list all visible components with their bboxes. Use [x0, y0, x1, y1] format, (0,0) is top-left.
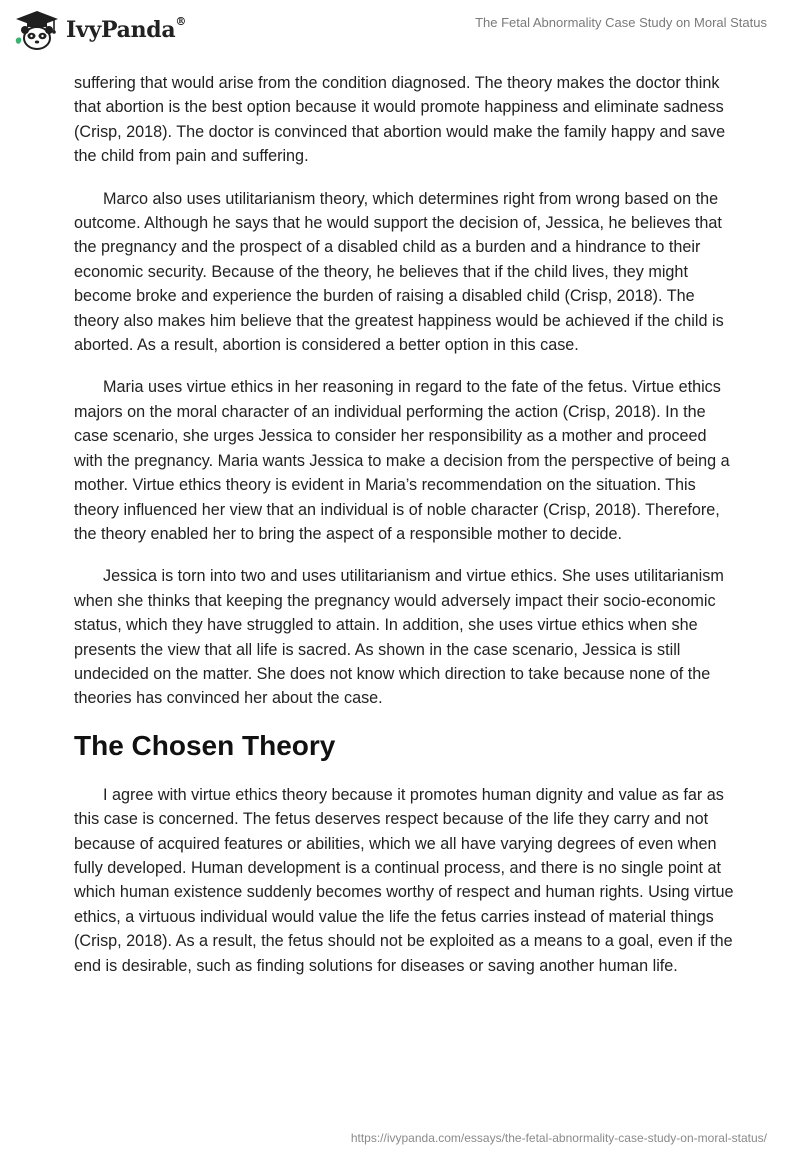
brand-name: IvyPanda® [66, 15, 187, 43]
section-heading: The Chosen Theory [74, 729, 336, 761]
paragraph: I agree with virtue ethics theory because it promotes human dignity and value as far as this case is concerned. The fetus deserves respect because of the life they carry and not because of acquired features or abilities, which we all have varying degrees of even when fully developed. Human development is a continual process, and there is no single point at which human existence suddenly becomes worthy of respect and human rights. Using virtue ethics, a virtuous individual would value the life the fetus carries instead of material things (Crisp, 2018). As a result, the fetus should not be exploited as a means to a goal, even if the end is desirable, such as finding solutions for diseases or saving another human life. [74, 785, 734, 975]
panda-graduate-icon [14, 9, 60, 51]
paragraph: Marco also uses utilitarianism theory, which determines right from wrong based on the outcome. Although he says that he would support the decision of, Jessica, he believes that the pregnancy and the prospect of a disabled child as a burden and a hindrance to their economic security. Because of the theory, he believes that if the child lives, they might become broke and experience the burden of raising a disabled child (Crisp, 2018). The theory also makes him believe that the greatest happiness would be achieved if the child is aborted. As a result, abortion is considered a better option in this case. [74, 189, 724, 355]
paragraph: Maria uses virtue ethics in her reasoning in regard to the fate of the fetus. Virtue ethics majors on the moral character of an individual performing the action (Crisp, 2018). In the case scenario, she urges Jessica to consider her responsibility as a mother and proceed with the pregnancy. Maria wants Jessica to make a decision from the perspective of being a mother. Virtue ethics theory is evident in Maria’s recommendation on the situation. This theory influenced her view that an individual is of noble character (Crisp, 2018). Therefore, the theory enabled her to bring the aspect of a responsible mother to decide. [74, 378, 730, 543]
paragraph: Jessica is torn into two and uses utilitarianism and virtue ethics. She uses utilitarianism when she thinks that keeping the pregnancy would adversely impact their socio-economic status, which they have struggled to attain. In addition, she uses virtue ethics when she presents the view that all life is sacred. As shown in the case scenario, Jessica is still undecided on the matter. She does not know which direction to take because none of the theories has convinced her about the case. [74, 567, 724, 708]
registered-mark: ® [175, 15, 187, 28]
paragraph: suffering that would arise from the condition diagnosed. The theory makes the doctor think that abortion is the best option because it would promote happiness and eliminate sadness (Crisp, 2018). The doctor is convinced that abortion would make the family happy and save the child from pain and suffering. [74, 74, 726, 166]
source-url[interactable]: https://ivypanda.com/essays/the-fetal-abnormality-case-study-on-moral-status/ [350, 1131, 767, 1145]
page-header [0, 0, 800, 62]
essay-body [74, 71, 734, 996]
document-title: The Fetal Abnormality Case Study on Moral Status [475, 15, 767, 30]
brand-logo[interactable] [14, 9, 186, 51]
